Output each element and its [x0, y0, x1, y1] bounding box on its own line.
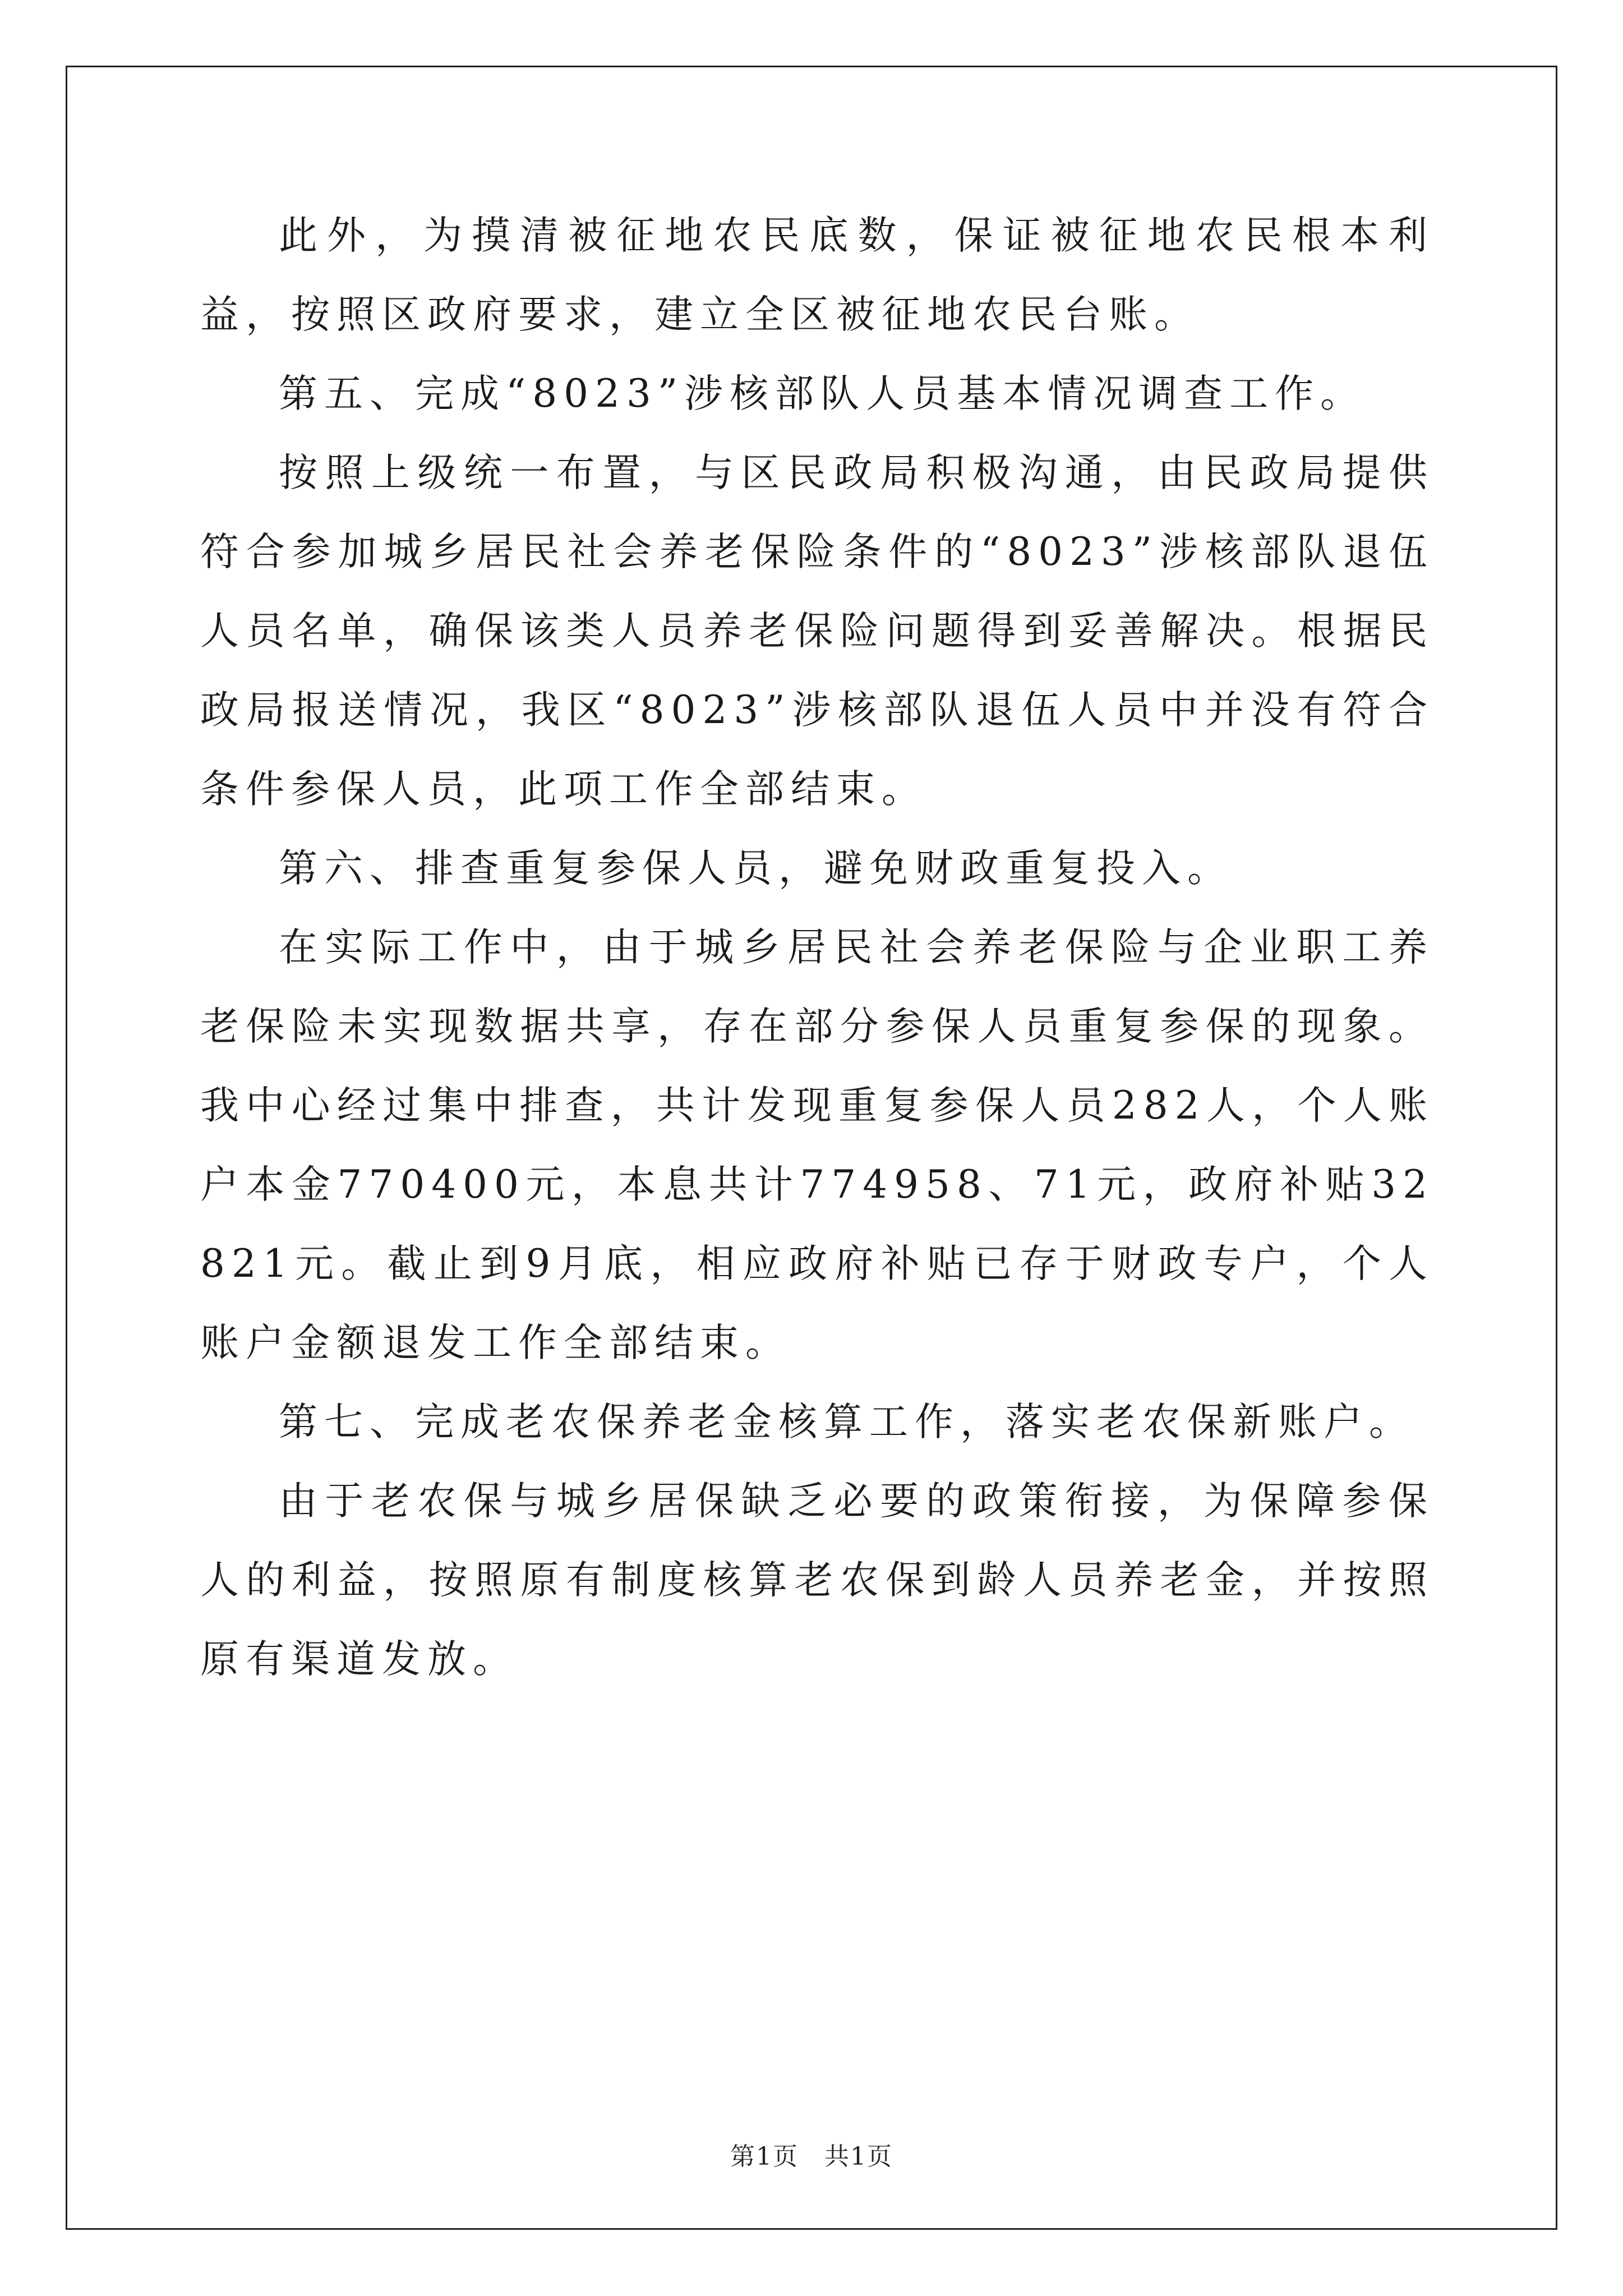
document-body — [200, 196, 1434, 1699]
paragraph-4: 由于老农保与城乡居保缺乏必要的政策衔接，为保障参保人的利益，按照原有制度核算老农保到龄人员养老金，并按照原有渠道发放。 — [200, 1479, 1434, 1682]
paragraph-2: 按照上级统一布置，与区民政局积极沟通，由民政局提供符合参加城乡居民社会养老保险条件的“8023”涉核部队退伍人员名单，确保该类人员养老保险问题得到妥善解决。根据民政局报送情况，我区“8023”涉核部队退伍人员中并没有符合条件参保人员，此项工作全部结束。 — [200, 450, 1434, 812]
section-heading-6: 第六、排查重复参保人员，避免财政重复投入。 — [279, 846, 1233, 891]
paragraph-3: 在实际工作中，由于城乡居民社会养老保险与企业职工养老保险未实现数据共享，存在部分参保人员重复参保的现象。我中心经过集中排查，共计发现重复参保人员282人，个人账户本金770400元，本息共计774958、71元，政府补贴32821元。截止到9月底，相应政府补贴已存于财政专户，个人账户金额退发工作全部结束。 — [200, 925, 1434, 1365]
paragraph-1: 此外，为摸清被征地农民底数，保证被征地农民根本利益，按照区政府要求，建立全区被征地农民台账。 — [200, 213, 1434, 337]
page-number-footer: 第1页 共1页 — [730, 2142, 893, 2171]
section-heading-7: 第七、完成老农保养老金核算工作，落实老农保新账户。 — [279, 1400, 1414, 1444]
section-heading-5: 第五、完成“8023”涉核部队人员基本情况调查工作。 — [279, 371, 1366, 416]
